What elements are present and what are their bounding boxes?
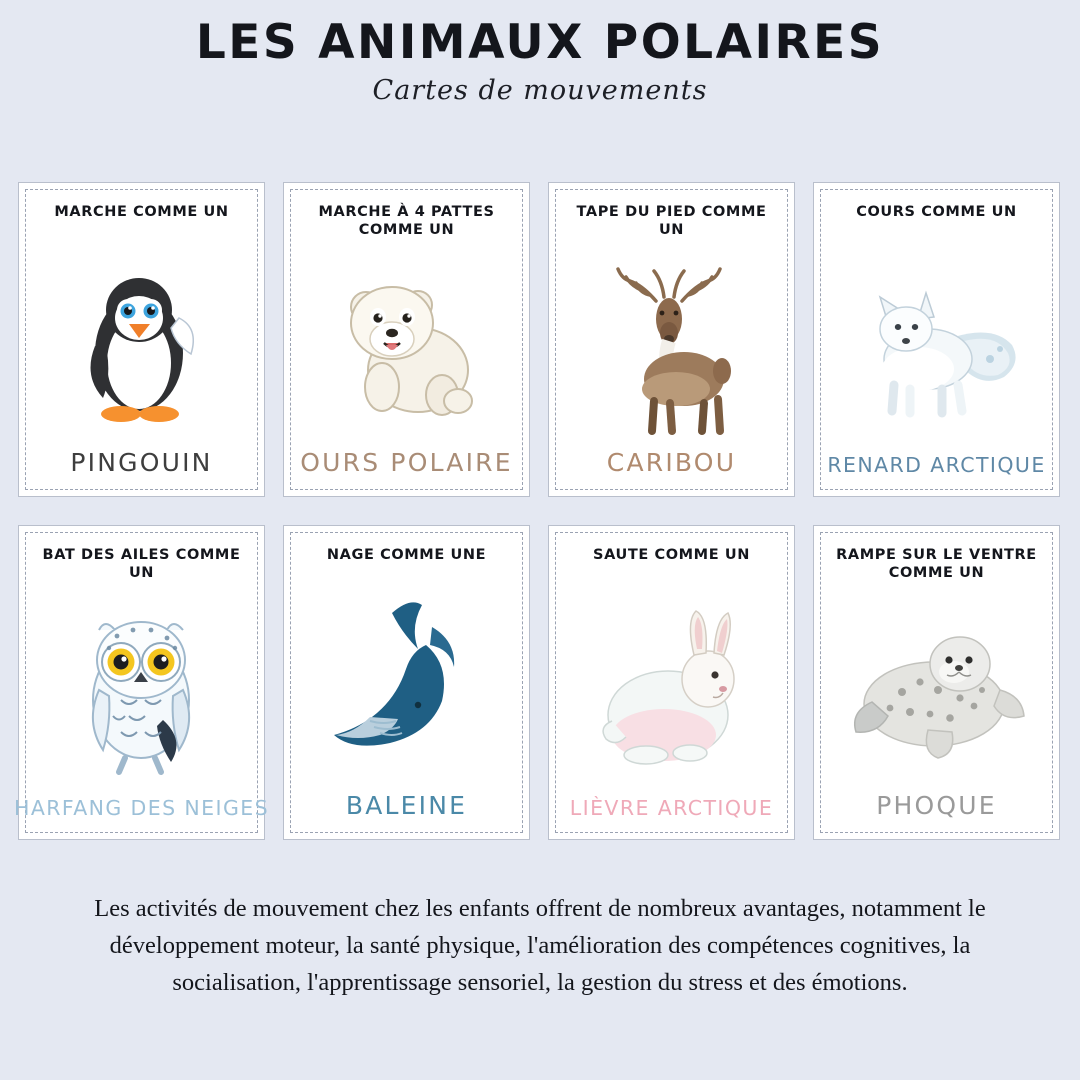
card-prompt: BAT DES AILES COMME UN (42, 547, 241, 581)
page-title: LES ANIMAUX POLAIRES (195, 15, 885, 70)
card-ours-polaire[interactable] (283, 182, 530, 497)
card-name: CARIBOU (606, 448, 737, 477)
card-prompt: COURS COMME UN (856, 204, 1017, 220)
card-inner (555, 189, 788, 490)
card-inner (14, 532, 270, 833)
card-prompt: SAUTE COMME UN (593, 547, 750, 563)
footer-description: Les activités de mouvement chez les enfants offrent de nombreux avantages, notamment le développement moteur, la santé physique, l'amélioration des compétences cognitives, la socialisation, l'apprentissage sensoriel, la gestion du stress et des émotions. (94, 895, 986, 997)
card-name: BALEINE (345, 791, 468, 820)
card-inner (820, 189, 1053, 490)
whale-icon (301, 583, 512, 793)
polar-bear-icon (301, 240, 512, 450)
snowy-owl-icon (36, 583, 247, 798)
caribou-icon (566, 240, 777, 450)
card-name: RENARD ARCTIQUE (827, 452, 1046, 477)
card-caribou[interactable] (548, 182, 795, 497)
card-inner (555, 532, 788, 833)
card-prompt: NAGE COMME UNE (326, 547, 487, 563)
card-baleine[interactable] (283, 525, 530, 840)
card-inner (820, 532, 1053, 833)
card-renard-arctique[interactable] (813, 182, 1060, 497)
card-name: LIÈVRE ARCTIQUE (569, 795, 774, 820)
card-prompt: TAPE DU PIED COMME UN (576, 204, 767, 238)
card-prompt: RAMPE SUR LE VENTRE COMME UN (836, 547, 1037, 581)
arctic-hare-icon (566, 583, 777, 798)
seal-icon (831, 583, 1042, 793)
card-name: PHOQUE (876, 791, 997, 820)
penguin-icon (36, 240, 247, 450)
card-name: OURS POLAIRE (300, 448, 513, 477)
card-name: HARFANG DES NEIGES (14, 795, 270, 820)
card-inner (290, 532, 523, 833)
movement-cards-grid (14, 182, 1062, 840)
card-prompt: MARCHE À 4 PATTES COMME UN (318, 204, 495, 238)
card-name: PINGOUIN (70, 448, 213, 477)
card-phoque[interactable] (813, 525, 1060, 840)
card-pingouin[interactable] (18, 182, 265, 497)
arctic-fox-icon (831, 240, 1042, 455)
card-harfang-des-neiges[interactable] (14, 525, 270, 840)
page-header (0, 0, 1080, 106)
card-inner (290, 189, 523, 490)
card-inner (25, 189, 258, 490)
page-subtitle: Cartes de mouvements (372, 75, 708, 107)
card-prompt: MARCHE COMME UN (54, 204, 229, 220)
card-lievre-arctique[interactable] (548, 525, 795, 840)
